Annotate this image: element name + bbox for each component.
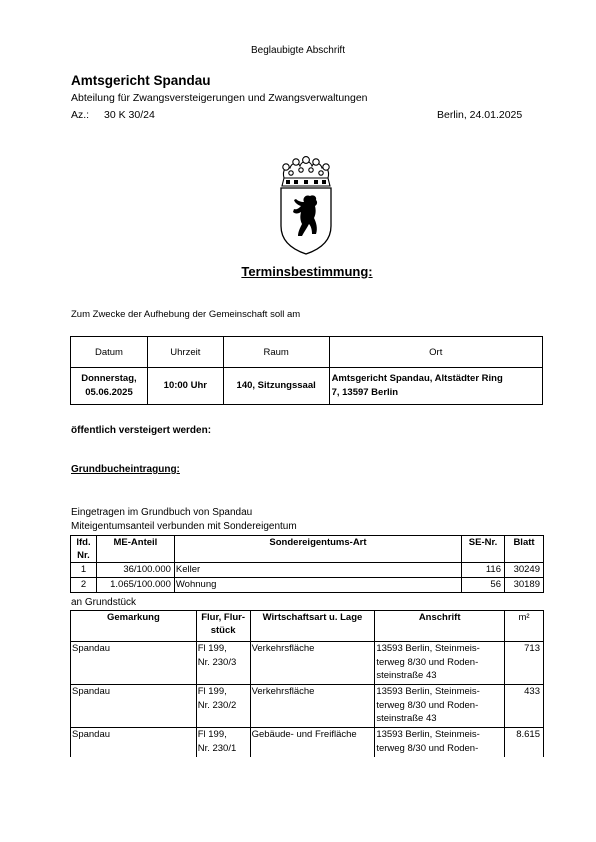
me-anteil: 36/100.000 [96,563,174,578]
table-row [71,563,544,578]
berlin-bear-crest-icon [276,156,336,256]
se-nr: 116 [462,563,505,578]
place-date: Berlin, 24.01.2025 [437,109,523,121]
area-m2: 433 [505,685,544,728]
co-ownership-text: Miteigentumsanteil verbunden mit Sondereigentum [71,521,297,532]
ownership-share-header [71,536,544,563]
table-row [71,728,544,758]
wirtschaftsart: Gebäude- und Freifläche [250,728,375,758]
file-number-label: Az.: [71,109,90,121]
header-ort: Ort [329,337,542,368]
header-se-nr: SE-Nr. [462,536,505,563]
header-wirtschaftsart: Wirtschaftsart u. Lage [250,611,375,642]
se-art: Wohnung [174,578,461,593]
flur: Fl 199, Nr. 230/1 [196,728,250,758]
table-row [71,578,544,593]
appointment-room: 140, Sitzungssaal [223,368,329,405]
anschrift: 13593 Berlin, Steinmeis- terweg 8/30 und Roden- [375,728,505,758]
header-me-anteil: ME-Anteil [96,536,174,563]
appointment-time: 10:00 Uhr [147,368,223,405]
auction-statement: öffentlich versteigert werden: [71,425,212,436]
header-lfd: lfd. Nr. [71,536,97,563]
lfd-nr: 2 [71,578,97,593]
area-m2: 713 [505,642,544,685]
certified-copy-note: Beglaubigte Abschrift [251,45,345,56]
department: Abteilung für Zwangsversteigerungen und Zwangsverwaltungen [71,92,368,104]
document-title: Terminsbestimmung: [241,264,373,279]
gemarkung: Spandau [71,728,197,758]
plot-table-header [71,611,544,642]
ownership-share-table [70,535,544,593]
se-art: Keller [174,563,461,578]
gemarkung: Spandau [71,685,197,728]
gemarkung: Spandau [71,642,197,685]
blatt: 30249 [505,563,544,578]
land-register-heading: Grundbucheintragung: [71,464,180,475]
header-anschrift: Anschrift [375,611,505,642]
appointment-row [71,368,543,405]
header-se-art: Sondereigentums-Art [174,536,461,563]
blatt: 30189 [505,578,544,593]
appointment-table-header [71,337,543,368]
header-gemarkung: Gemarkung [71,611,197,642]
anschrift: 13593 Berlin, Steinmeis- terweg 8/30 und Roden- steinstraße 43 [375,642,505,685]
header-raum: Raum [223,337,329,368]
court-name: Amtsgericht Spandau [71,73,211,88]
plot-label: an Grundstück [71,597,137,608]
anschrift: 13593 Berlin, Steinmeis- terweg 8/30 und Roden- steinstraße 43 [375,685,505,728]
me-anteil: 1.065/100.000 [96,578,174,593]
table-row [71,642,544,685]
header-datum: Datum [71,337,148,368]
header-m2: m² [505,611,544,642]
appointment-location: Amtsgericht Spandau, Altstädter Ring 7, 13597 Berlin [329,368,542,405]
header-blatt: Blatt [505,536,544,563]
file-number: 30 K 30/24 [104,109,155,121]
table-row [71,685,544,728]
plot-table [70,610,544,757]
flur: Fl 199, Nr. 230/3 [196,642,250,685]
intro-text: Zum Zwecke der Aufhebung der Gemeinschaft soll am [71,309,301,320]
header-uhrzeit: Uhrzeit [147,337,223,368]
lfd-nr: 1 [71,563,97,578]
wirtschaftsart: Verkehrsfläche [250,642,375,685]
wirtschaftsart: Verkehrsfläche [250,685,375,728]
registered-text: Eingetragen im Grundbuch von Spandau [71,507,253,518]
appointment-date: Donnerstag, 05.06.2025 [71,368,148,405]
header-flur: Flur, Flur- stück [196,611,250,642]
flur: Fl 199, Nr. 230/2 [196,685,250,728]
se-nr: 56 [462,578,505,593]
area-m2: 8.615 [505,728,544,758]
appointment-table [70,336,543,405]
